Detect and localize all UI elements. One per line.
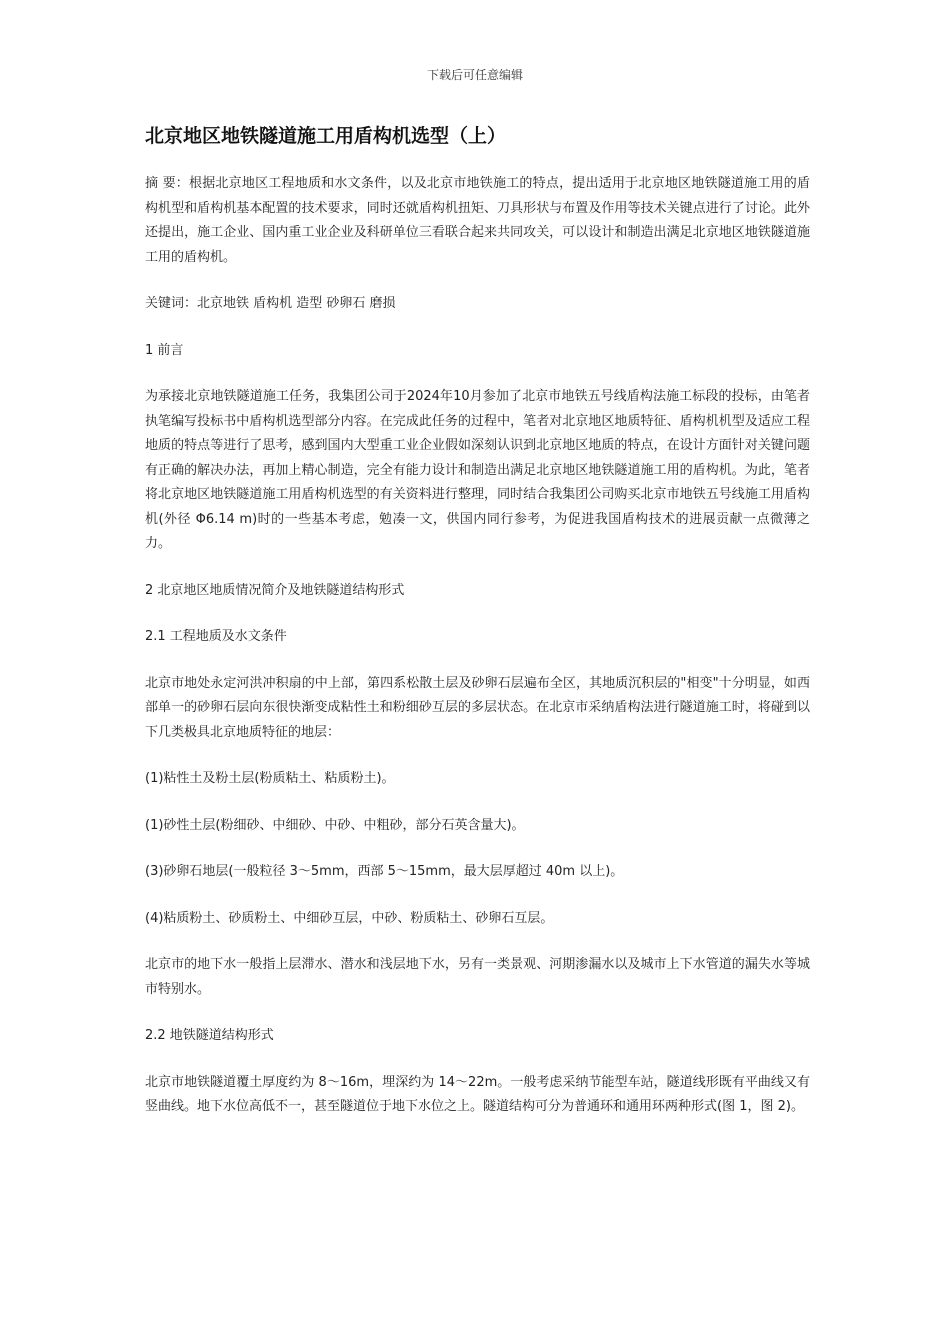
header-note: 下载后可任意编辑 <box>426 68 523 82</box>
document-title: 北京地区地铁隧道施工用盾构机选型（上） <box>145 125 507 147</box>
list-item: (1)粘性土及粉土层(粉质粘土、粘质粉土)。 <box>145 771 395 786</box>
section-2-heading: 2 北京地区地质情况简介及地铁隧道结构形式 <box>145 582 405 598</box>
list-item: (1)砂性土层(粉细砂、中细砂、中砂、中粗砂，部分石英含量大)。 <box>145 817 525 833</box>
section-1-paragraph: 为承接北京地铁隧道施工任务，我集团公司于2024年10月参加了北京市地铁五号线盾构法施工标段的投标，由笔者执笔编写投标书中盾构机选型部分内容。在完成此任务的过程中，笔者对北京地区地质特征、盾构机机型及适应工程地质的特点等进行了思考，感到国内大型重工业企业假如深刻认识到北京地区地质的特点，在设计方面针对关键问题有正确的解决办法，再加上精心制造，完全有能力设计和制造出满足北京地区地铁隧道施工用的盾构机。为此，笔者将北京地区地铁隧道施工用盾构机选型的有关资料进行整理，同时结合我集团公司购买北京市地铁五号线施工用盾构机(外径 Φ6.14 m)时的一些基本考虑，勉凑一文，供国内同行参考，为促进我国盾构技术的进展贡献一点微薄之力。 <box>145 389 810 551</box>
list-item: (4)粘质粉土、砂质粉土、中细砂互层，中砂、粉质粘土、砂卵石互层。 <box>145 910 554 926</box>
abstract-paragraph: 摘 要：根据北京地区工程地质和水文条件，以及北京市地铁施工的特点，提出适用于北京地区地铁隧道施工用的盾构机型和盾构机基本配置的技术要求，同时还就盾构机扭矩、刀具形状与布置及作用等技术关键点进行了讨论。此外还提出，施工企业、国内重工业企业及科研单位三看联合起来共同攻关，可以设计和制造出满足北京地区地铁隧道施工用的盾构机。 <box>145 176 810 265</box>
section-2-2-heading: 2.2 地铁隧道结构形式 <box>145 1028 274 1043</box>
keywords-paragraph: 关键词：北京地铁 盾构机 造型 砂卵石 磨损 <box>145 296 396 311</box>
section-2-1-paragraph: 北京市地处永定河洪冲积扇的中上部，第四系松散土层及砂卵石层遍布全区，其地质沉积层的"相变"十分明显，如西部单一的砂卵石层向东很快渐变成粘性土和粉细砂互层的多层状态。在北京市采纳盾构法进行隧道施工时，将碰到以下几类极具北京地质特征的地层： <box>145 675 810 740</box>
list-item: (3)砂卵石地层(一般粒径 3～5mm，西部 5～15mm，最大层厚超过 40m 以上)。 <box>145 864 624 879</box>
groundwater-paragraph: 北京市的地下水一般指上层滞水、潜水和浅层地下水，另有一类景观、河期渗漏水以及城市上下水管道的漏失水等城市特别水。 <box>145 957 810 997</box>
section-2-1-heading: 2.1 工程地质及水文条件 <box>145 629 287 644</box>
document-body <box>145 122 810 1142</box>
section-1-heading: 1 前言 <box>145 342 184 358</box>
section-2-2-paragraph: 北京市地铁隧道覆土厚度约为 8～16m，埋深约为 14～22m。一般考虑采纳节能型车站，隧道线形既有平曲线又有竖曲线。地下水位高低不一，甚至隧道位于地下水位之上。隧道结构可分为普通环和通用环两种形式(图 1，图 2)。 <box>145 1074 810 1114</box>
